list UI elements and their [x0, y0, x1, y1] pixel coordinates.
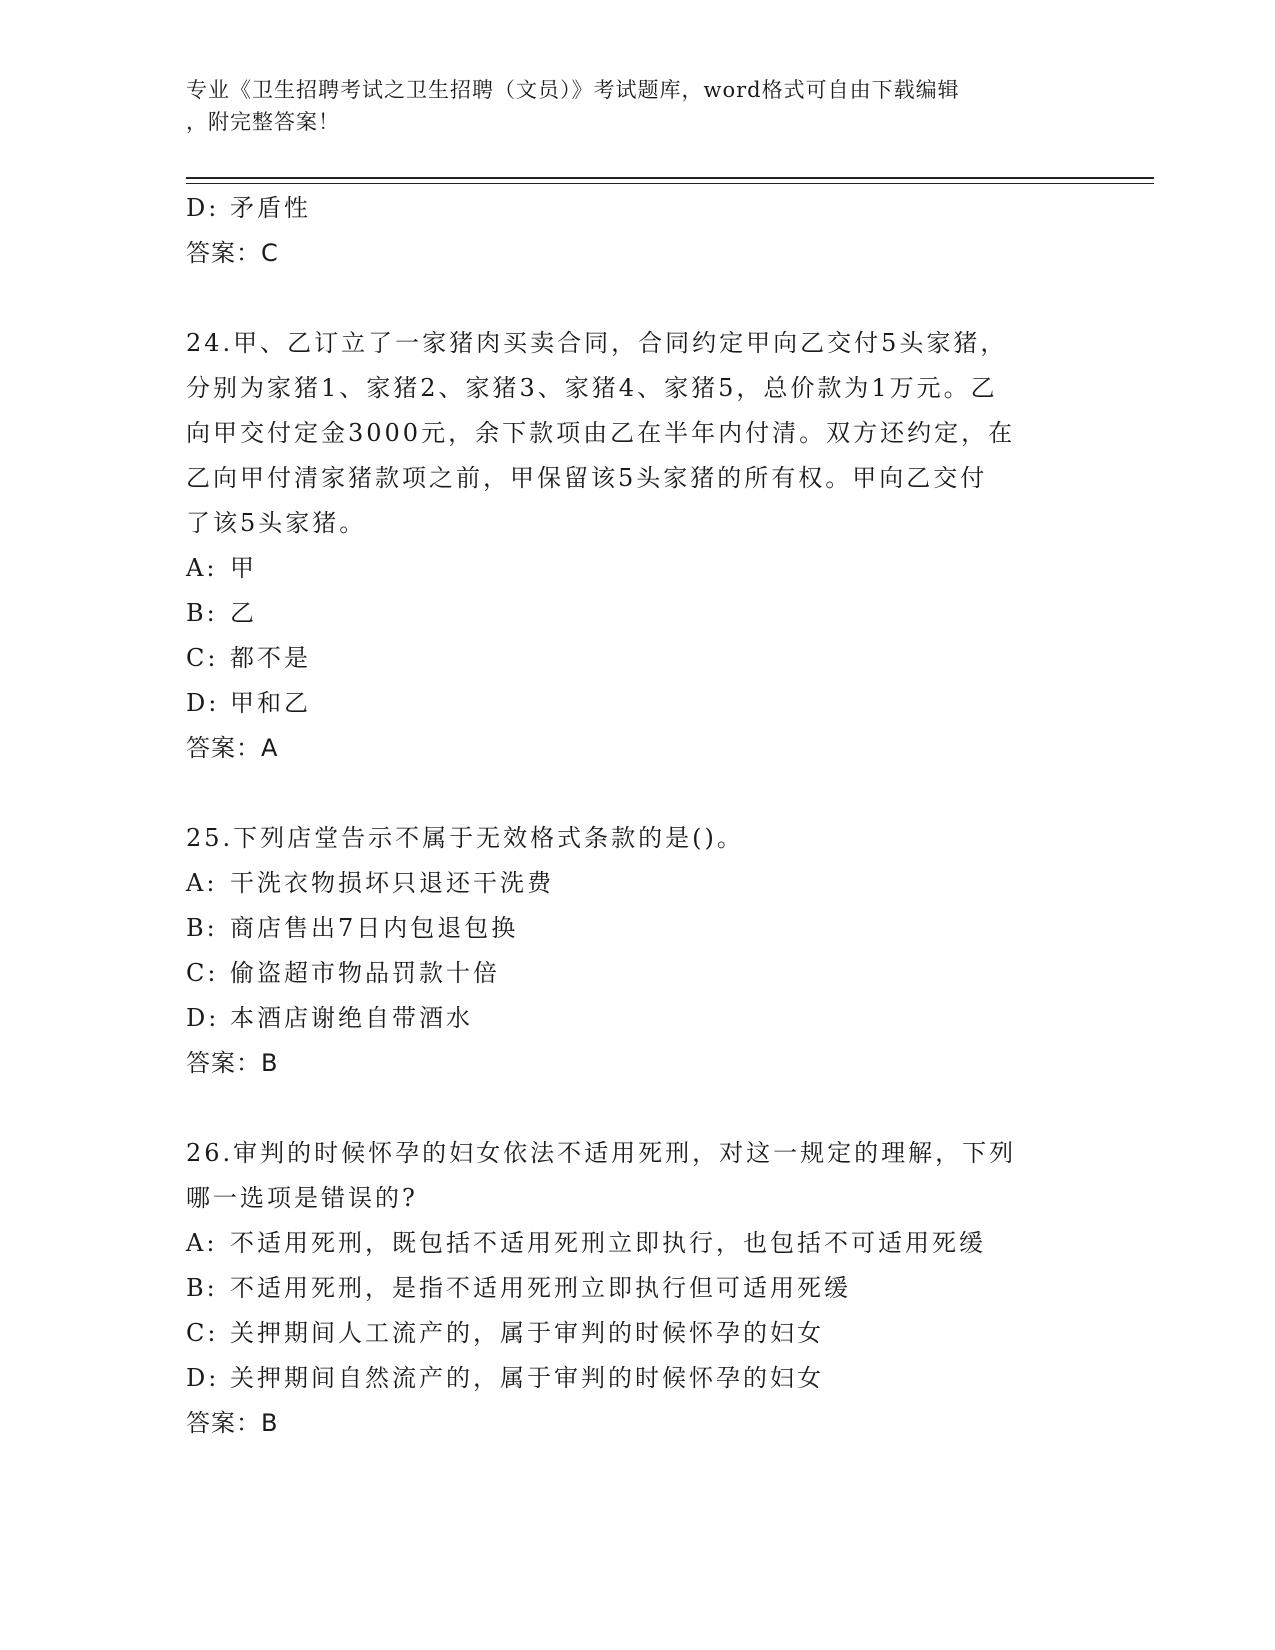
question-stem-line: 乙向甲付清家猪款项之前，甲保留该5头家猪的所有权。甲向乙交付 — [186, 464, 988, 492]
option-text: 不适用死刑，既包括不适用死刑立即执行，也包括不可适用死缓 — [230, 1229, 986, 1257]
question-content — [186, 186, 1086, 1446]
option-text: 都不是 — [230, 644, 311, 672]
option-b — [186, 906, 1086, 951]
option-label: A: — [186, 869, 218, 897]
question-25 — [186, 816, 1086, 1086]
option-a — [186, 861, 1086, 906]
option-text: 不适用死刑，是指不适用死刑立即执行但可适用死缓 — [230, 1274, 851, 1302]
option-text: 干洗衣物损坏只退还干洗费 — [230, 869, 554, 897]
header-rule-thin — [186, 183, 1154, 184]
spacer — [186, 276, 1086, 321]
option-label: C: — [186, 1319, 219, 1347]
option-text: 关押期间自然流产的，属于审判的时候怀孕的妇女 — [230, 1364, 824, 1392]
option-text: 关押期间人工流产的，属于审判的时候怀孕的妇女 — [230, 1319, 824, 1347]
option-d — [186, 996, 1086, 1041]
option-text: 商店售出7日内包退包换 — [230, 914, 519, 942]
option-label: D: — [186, 1364, 220, 1392]
option-text: 甲和乙 — [230, 689, 311, 717]
answer: 答案：B — [186, 1409, 279, 1437]
option-label: B: — [186, 599, 218, 627]
header-line-2: ，附完整答案！ — [186, 110, 340, 134]
option-text: 矛盾性 — [230, 194, 311, 222]
option-label: D: — [186, 689, 220, 717]
option-label: B: — [186, 914, 218, 942]
prev-answer: 答案：C — [186, 239, 279, 267]
option-text: 乙 — [230, 599, 257, 627]
answer: 答案：B — [186, 1049, 279, 1077]
option-c — [186, 636, 1086, 681]
page-header — [186, 74, 1086, 138]
question-stem-line: 分别为家猪1、家猪2、家猪3、家猪4、家猪5，总价款为1万元。乙 — [186, 374, 998, 402]
option-d — [186, 1356, 1086, 1401]
option-text: 偷盗超市物品罚款十倍 — [230, 959, 500, 987]
option-label: D: — [186, 1004, 220, 1032]
header-rule-thick — [186, 177, 1154, 179]
option-c — [186, 951, 1086, 996]
option-d — [186, 681, 1086, 726]
option-text: 甲 — [230, 554, 257, 582]
option-b — [186, 1266, 1086, 1311]
option-label: A: — [186, 554, 218, 582]
question-stem-line: 了该5头家猪。 — [186, 509, 367, 537]
spacer — [186, 771, 1086, 816]
question-stem-line: 哪一选项是错误的? — [186, 1184, 418, 1212]
question-24 — [186, 321, 1086, 771]
question-stem-line: 24.甲、乙订立了一家猪肉买卖合同，合同约定甲向乙交付5头家猪， — [186, 329, 1008, 357]
question-26 — [186, 1131, 1086, 1446]
option-a — [186, 546, 1086, 591]
option-b — [186, 591, 1086, 636]
question-stem-line: 26.审判的时候怀孕的妇女依法不适用死刑，对这一规定的理解，下列 — [186, 1139, 1017, 1167]
header-line-1: 专业《卫生招聘考试之卫生招聘（文员）》考试题库，word格式可自由下载编辑 — [186, 78, 960, 102]
option-label: C: — [186, 644, 219, 672]
question-stem-line: 25.下列店堂告示不属于无效格式条款的是()。 — [186, 824, 744, 852]
spacer — [186, 1086, 1086, 1131]
answer: 答案：A — [186, 734, 279, 762]
prev-option-d — [186, 186, 1086, 231]
option-label: B: — [186, 1274, 218, 1302]
option-a — [186, 1221, 1086, 1266]
option-c — [186, 1311, 1086, 1356]
option-text: 本酒店谢绝自带酒水 — [230, 1004, 473, 1032]
option-label: C: — [186, 959, 219, 987]
question-stem-line: 向甲交付定金3000元，余下款项由乙在半年内付清。双方还约定，在 — [186, 419, 1016, 447]
option-label: A: — [186, 1229, 218, 1257]
option-label: D: — [186, 194, 220, 222]
